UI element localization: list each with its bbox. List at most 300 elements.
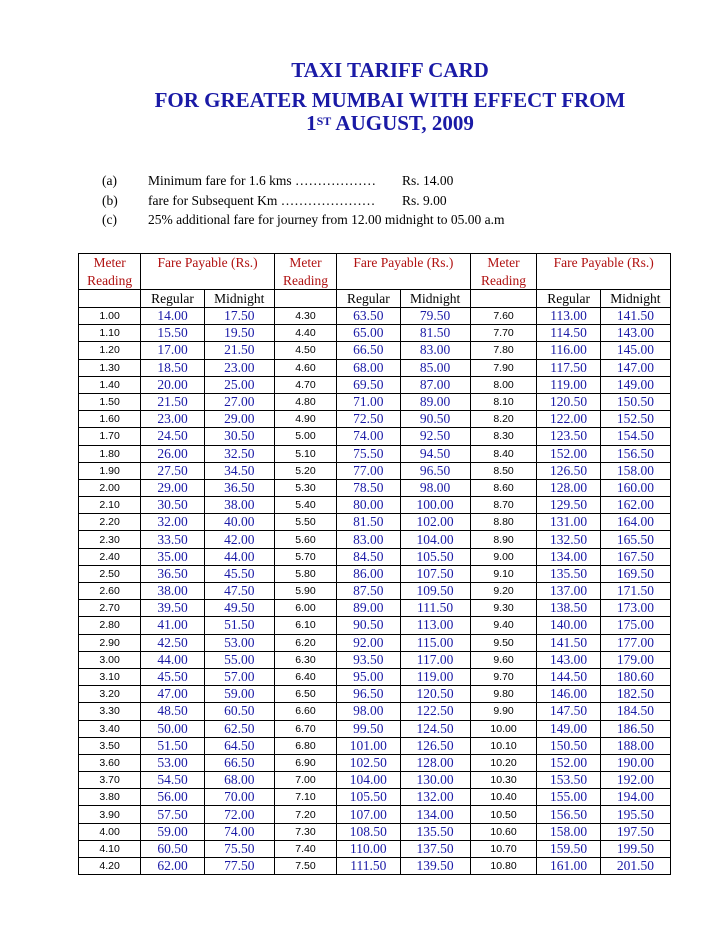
regular-fare-cell: 123.50 <box>537 428 600 445</box>
midnight-fare-cell: 59.00 <box>204 686 274 703</box>
midnight-fare-cell: 29.00 <box>204 411 274 428</box>
regular-fare-cell: 158.00 <box>537 823 600 840</box>
midnight-fare-cell: 100.00 <box>400 497 470 514</box>
midnight-fare-cell: 149.00 <box>600 376 670 393</box>
meter-reading-cell: 1.00 <box>79 308 141 325</box>
meter-reading-cell: 6.10 <box>274 617 336 634</box>
table-row <box>79 479 671 496</box>
table-row <box>79 617 671 634</box>
table-row <box>79 393 671 410</box>
midnight-fare-cell: 68.00 <box>204 772 274 789</box>
meter-reading-cell: 10.60 <box>470 823 537 840</box>
fare-header-1: Fare Payable (Rs.) <box>141 254 275 273</box>
midnight-fare-cell: 173.00 <box>600 600 670 617</box>
regular-fare-cell: 98.00 <box>337 703 400 720</box>
regular-fare-cell: 144.50 <box>537 668 600 685</box>
regular-fare-cell: 87.50 <box>337 583 400 600</box>
meter-reading-cell: 2.30 <box>79 531 141 548</box>
midnight-fare-cell: 139.50 <box>400 858 470 875</box>
meter-reading-cell: 5.30 <box>274 479 336 496</box>
meter-reading-cell: 2.80 <box>79 617 141 634</box>
meter-header-2: Meter <box>274 254 336 273</box>
midnight-fare-cell: 27.00 <box>204 393 274 410</box>
regular-fare-cell: 30.50 <box>141 497 204 514</box>
regular-fare-cell: 33.50 <box>141 531 204 548</box>
meter-reading-cell: 8.40 <box>470 445 537 462</box>
midnight-fare-cell: 197.50 <box>600 823 670 840</box>
midnight-fare-cell: 75.50 <box>204 840 274 857</box>
regular-fare-cell: 113.00 <box>537 308 600 325</box>
meter-reading-cell: 1.40 <box>79 376 141 393</box>
regular-fare-cell: 57.50 <box>141 806 204 823</box>
meter-reading-cell: 1.80 <box>79 445 141 462</box>
meter-reading-cell: 3.90 <box>79 806 141 823</box>
regular-fare-cell: 161.00 <box>537 858 600 875</box>
regular-fare-cell: 146.00 <box>537 686 600 703</box>
condition-text: fare for Subsequent Km ………………… <box>148 192 376 208</box>
midnight-header: Midnight <box>600 290 670 308</box>
meter-reading-cell: 3.00 <box>79 651 141 668</box>
meter-reading-cell: 6.30 <box>274 651 336 668</box>
midnight-fare-cell: 192.00 <box>600 772 670 789</box>
regular-fare-cell: 71.00 <box>337 393 400 410</box>
table-row <box>79 789 671 806</box>
regular-fare-cell: 104.00 <box>337 772 400 789</box>
table-row <box>79 497 671 514</box>
regular-fare-cell: 134.00 <box>537 548 600 565</box>
meter-reading-cell: 6.80 <box>274 737 336 754</box>
midnight-fare-cell: 25.00 <box>204 376 274 393</box>
meter-reading-cell: 7.50 <box>274 858 336 875</box>
meter-reading-cell: 5.40 <box>274 497 336 514</box>
midnight-fare-cell: 62.50 <box>204 720 274 737</box>
midnight-fare-cell: 154.50 <box>600 428 670 445</box>
meter-reading-cell: 5.00 <box>274 428 336 445</box>
regular-fare-cell: 78.50 <box>337 479 400 496</box>
regular-fare-cell: 90.50 <box>337 617 400 634</box>
midnight-fare-cell: 190.00 <box>600 754 670 771</box>
midnight-fare-cell: 184.50 <box>600 703 670 720</box>
midnight-fare-cell: 158.00 <box>600 462 670 479</box>
meter-reading-cell: 9.70 <box>470 668 537 685</box>
regular-fare-cell: 81.50 <box>337 514 400 531</box>
regular-fare-cell: 120.50 <box>537 393 600 410</box>
meter-reading-cell: 10.00 <box>470 720 537 737</box>
midnight-fare-cell: 55.00 <box>204 651 274 668</box>
midnight-fare-cell: 64.50 <box>204 737 274 754</box>
meter-reading-cell: 7.70 <box>470 325 537 342</box>
meter-reading-cell: 4.70 <box>274 376 336 393</box>
midnight-fare-cell: 186.50 <box>600 720 670 737</box>
condition-a <box>102 171 505 191</box>
midnight-fare-cell: 107.50 <box>400 565 470 582</box>
table-row <box>79 737 671 754</box>
regular-fare-cell: 129.50 <box>537 497 600 514</box>
meter-reading-cell: 9.00 <box>470 548 537 565</box>
regular-fare-cell: 86.00 <box>337 565 400 582</box>
regular-fare-cell: 17.00 <box>141 342 204 359</box>
regular-fare-cell: 152.00 <box>537 445 600 462</box>
meter-header-3: Meter <box>470 254 537 273</box>
midnight-fare-cell: 167.50 <box>600 548 670 565</box>
regular-fare-cell: 153.50 <box>537 772 600 789</box>
meter-reading-cell: 3.20 <box>79 686 141 703</box>
midnight-fare-cell: 30.50 <box>204 428 274 445</box>
midnight-fare-cell: 119.00 <box>400 668 470 685</box>
regular-fare-cell: 159.50 <box>537 840 600 857</box>
table-row <box>79 840 671 857</box>
title-day-suffix: ST <box>316 114 332 128</box>
midnight-fare-cell: 89.00 <box>400 393 470 410</box>
midnight-fare-cell: 160.00 <box>600 479 670 496</box>
subheader-blank-3 <box>470 290 537 308</box>
meter-reading-cell: 4.80 <box>274 393 336 410</box>
meter-reading-cell: 6.50 <box>274 686 336 703</box>
regular-fare-cell: 89.00 <box>337 600 400 617</box>
regular-fare-cell: 56.00 <box>141 789 204 806</box>
regular-fare-cell: 41.00 <box>141 617 204 634</box>
meter-reading-cell: 7.10 <box>274 789 336 806</box>
meter-reading-cell: 3.10 <box>79 668 141 685</box>
table-row <box>79 342 671 359</box>
meter-reading-cell: 3.80 <box>79 789 141 806</box>
table-row <box>79 600 671 617</box>
midnight-fare-cell: 90.50 <box>400 411 470 428</box>
meter-reading-cell: 4.90 <box>274 411 336 428</box>
midnight-fare-cell: 152.50 <box>600 411 670 428</box>
regular-fare-cell: 119.00 <box>537 376 600 393</box>
regular-fare-cell: 29.00 <box>141 479 204 496</box>
meter-header-1: Meter <box>79 254 141 273</box>
midnight-fare-cell: 134.00 <box>400 806 470 823</box>
regular-fare-cell: 96.50 <box>337 686 400 703</box>
midnight-fare-cell: 201.50 <box>600 858 670 875</box>
meter-reading-cell: 8.30 <box>470 428 537 445</box>
fare-header-spacer-2 <box>337 272 471 290</box>
table-row <box>79 462 671 479</box>
regular-fare-cell: 50.00 <box>141 720 204 737</box>
meter-reading-cell: 7.40 <box>274 840 336 857</box>
table-row <box>79 651 671 668</box>
midnight-fare-cell: 182.50 <box>600 686 670 703</box>
midnight-fare-cell: 169.50 <box>600 565 670 582</box>
regular-fare-cell: 155.00 <box>537 789 600 806</box>
midnight-fare-cell: 57.00 <box>204 668 274 685</box>
regular-fare-cell: 126.50 <box>537 462 600 479</box>
meter-reading-cell: 1.50 <box>79 393 141 410</box>
midnight-fare-cell: 38.00 <box>204 497 274 514</box>
meter-reading-cell: 5.70 <box>274 548 336 565</box>
midnight-fare-cell: 66.50 <box>204 754 274 771</box>
regular-fare-cell: 45.50 <box>141 668 204 685</box>
condition-label: (b) <box>102 192 118 208</box>
table-row <box>79 754 671 771</box>
meter-reading-cell: 8.20 <box>470 411 537 428</box>
midnight-header: Midnight <box>400 290 470 308</box>
meter-reading-cell: 7.00 <box>274 772 336 789</box>
midnight-header: Midnight <box>204 290 274 308</box>
midnight-fare-cell: 162.00 <box>600 497 670 514</box>
regular-fare-cell: 21.50 <box>141 393 204 410</box>
meter-reading-cell: 7.90 <box>470 359 537 376</box>
regular-fare-cell: 135.50 <box>537 565 600 582</box>
meter-reading-cell: 8.50 <box>470 462 537 479</box>
regular-fare-cell: 80.00 <box>337 497 400 514</box>
table-row <box>79 376 671 393</box>
meter-reading-cell: 6.00 <box>274 600 336 617</box>
regular-fare-cell: 32.00 <box>141 514 204 531</box>
regular-fare-cell: 149.00 <box>537 720 600 737</box>
meter-reading-cell: 3.40 <box>79 720 141 737</box>
regular-fare-cell: 42.50 <box>141 634 204 651</box>
table-row <box>79 445 671 462</box>
midnight-fare-cell: 21.50 <box>204 342 274 359</box>
midnight-fare-cell: 19.50 <box>204 325 274 342</box>
table-row <box>79 583 671 600</box>
meter-reading-cell: 9.20 <box>470 583 537 600</box>
table-row <box>79 823 671 840</box>
meter-reading-cell: 7.30 <box>274 823 336 840</box>
table-row <box>79 514 671 531</box>
meter-reading-cell: 4.30 <box>274 308 336 325</box>
regular-fare-cell: 75.50 <box>337 445 400 462</box>
midnight-fare-cell: 117.00 <box>400 651 470 668</box>
regular-fare-cell: 131.00 <box>537 514 600 531</box>
midnight-fare-cell: 40.00 <box>204 514 274 531</box>
regular-fare-cell: 84.50 <box>337 548 400 565</box>
midnight-fare-cell: 130.00 <box>400 772 470 789</box>
regular-fare-cell: 15.50 <box>141 325 204 342</box>
meter-reading-cell: 7.60 <box>470 308 537 325</box>
regular-fare-cell: 140.00 <box>537 617 600 634</box>
regular-fare-cell: 147.50 <box>537 703 600 720</box>
table-row <box>79 703 671 720</box>
regular-fare-cell: 23.00 <box>141 411 204 428</box>
regular-fare-cell: 132.50 <box>537 531 600 548</box>
midnight-fare-cell: 156.50 <box>600 445 670 462</box>
condition-b <box>102 191 505 211</box>
midnight-fare-cell: 92.50 <box>400 428 470 445</box>
midnight-fare-cell: 188.00 <box>600 737 670 754</box>
meter-reading-cell: 4.60 <box>274 359 336 376</box>
regular-fare-cell: 35.00 <box>141 548 204 565</box>
meter-reading-cell: 2.10 <box>79 497 141 514</box>
regular-fare-cell: 72.50 <box>337 411 400 428</box>
meter-reading-cell: 6.40 <box>274 668 336 685</box>
regular-fare-cell: 150.50 <box>537 737 600 754</box>
table-row <box>79 772 671 789</box>
condition-label: (c) <box>102 212 117 227</box>
midnight-fare-cell: 145.00 <box>600 342 670 359</box>
meter-reading-cell: 9.10 <box>470 565 537 582</box>
midnight-fare-cell: 102.00 <box>400 514 470 531</box>
regular-fare-cell: 44.00 <box>141 651 204 668</box>
table-row <box>79 686 671 703</box>
regular-fare-cell: 128.00 <box>537 479 600 496</box>
condition-label: (a) <box>102 173 117 188</box>
midnight-fare-cell: 74.00 <box>204 823 274 840</box>
table-row <box>79 325 671 342</box>
midnight-fare-cell: 77.50 <box>204 858 274 875</box>
midnight-fare-cell: 104.00 <box>400 531 470 548</box>
table-row <box>79 806 671 823</box>
title-line-1: TAXI TARIFF CARD <box>291 58 489 82</box>
regular-fare-cell: 69.50 <box>337 376 400 393</box>
midnight-fare-cell: 53.00 <box>204 634 274 651</box>
regular-fare-cell: 62.00 <box>141 858 204 875</box>
regular-fare-cell: 122.00 <box>537 411 600 428</box>
meter-reading-cell: 3.30 <box>79 703 141 720</box>
midnight-fare-cell: 113.00 <box>400 617 470 634</box>
midnight-fare-cell: 143.00 <box>600 325 670 342</box>
midnight-fare-cell: 180.60 <box>600 668 670 685</box>
midnight-fare-cell: 179.00 <box>600 651 670 668</box>
regular-fare-cell: 93.50 <box>337 651 400 668</box>
midnight-fare-cell: 105.50 <box>400 548 470 565</box>
meter-reading-cell: 5.60 <box>274 531 336 548</box>
meter-reading-cell: 5.50 <box>274 514 336 531</box>
regular-fare-cell: 141.50 <box>537 634 600 651</box>
regular-header: Regular <box>537 290 600 308</box>
table-row <box>79 359 671 376</box>
regular-fare-cell: 24.50 <box>141 428 204 445</box>
midnight-fare-cell: 45.50 <box>204 565 274 582</box>
regular-fare-cell: 68.00 <box>337 359 400 376</box>
table-row <box>79 720 671 737</box>
midnight-fare-cell: 111.50 <box>400 600 470 617</box>
regular-fare-cell: 111.50 <box>337 858 400 875</box>
meter-reading-cell: 1.10 <box>79 325 141 342</box>
meter-reading-cell: 8.80 <box>470 514 537 531</box>
meter-reading-cell: 2.70 <box>79 600 141 617</box>
midnight-fare-cell: 79.50 <box>400 308 470 325</box>
meter-reading-cell: 1.90 <box>79 462 141 479</box>
meter-reading-cell: 10.70 <box>470 840 537 857</box>
meter-reading-cell: 7.80 <box>470 342 537 359</box>
midnight-fare-cell: 199.50 <box>600 840 670 857</box>
meter-reading-cell: 9.60 <box>470 651 537 668</box>
reading-header-2: Reading <box>274 272 336 290</box>
meter-reading-cell: 8.70 <box>470 497 537 514</box>
meter-reading-cell: 3.60 <box>79 754 141 771</box>
meter-reading-cell: 10.40 <box>470 789 537 806</box>
midnight-fare-cell: 47.50 <box>204 583 274 600</box>
midnight-fare-cell: 171.50 <box>600 583 670 600</box>
meter-reading-cell: 10.10 <box>470 737 537 754</box>
meter-reading-cell: 6.20 <box>274 634 336 651</box>
table-row <box>79 428 671 445</box>
midnight-fare-cell: 120.50 <box>400 686 470 703</box>
meter-reading-cell: 2.20 <box>79 514 141 531</box>
midnight-fare-cell: 72.00 <box>204 806 274 823</box>
midnight-fare-cell: 141.50 <box>600 308 670 325</box>
midnight-fare-cell: 147.00 <box>600 359 670 376</box>
regular-fare-cell: 63.50 <box>337 308 400 325</box>
midnight-fare-cell: 36.50 <box>204 479 274 496</box>
regular-fare-cell: 14.00 <box>141 308 204 325</box>
regular-fare-cell: 18.50 <box>141 359 204 376</box>
regular-fare-cell: 101.00 <box>337 737 400 754</box>
meter-reading-cell: 1.60 <box>79 411 141 428</box>
meter-reading-cell: 1.20 <box>79 342 141 359</box>
regular-fare-cell: 83.00 <box>337 531 400 548</box>
midnight-fare-cell: 165.50 <box>600 531 670 548</box>
meter-reading-cell: 5.10 <box>274 445 336 462</box>
midnight-fare-cell: 70.00 <box>204 789 274 806</box>
table-row <box>79 548 671 565</box>
meter-reading-cell: 9.30 <box>470 600 537 617</box>
regular-fare-cell: 47.00 <box>141 686 204 703</box>
regular-fare-cell: 102.50 <box>337 754 400 771</box>
meter-reading-cell: 10.80 <box>470 858 537 875</box>
table-row <box>79 531 671 548</box>
meter-reading-cell: 4.00 <box>79 823 141 840</box>
regular-header: Regular <box>337 290 400 308</box>
meter-reading-cell: 2.60 <box>79 583 141 600</box>
regular-fare-cell: 59.00 <box>141 823 204 840</box>
regular-fare-cell: 48.50 <box>141 703 204 720</box>
meter-reading-cell: 3.70 <box>79 772 141 789</box>
regular-fare-cell: 92.00 <box>337 634 400 651</box>
meter-reading-cell: 9.40 <box>470 617 537 634</box>
regular-fare-cell: 117.50 <box>537 359 600 376</box>
meter-reading-cell: 9.80 <box>470 686 537 703</box>
meter-reading-cell: 10.20 <box>470 754 537 771</box>
table-row <box>79 308 671 325</box>
regular-fare-cell: 114.50 <box>537 325 600 342</box>
reading-header-3: Reading <box>470 272 537 290</box>
regular-fare-cell: 65.00 <box>337 325 400 342</box>
regular-fare-cell: 66.50 <box>337 342 400 359</box>
meter-reading-cell: 6.90 <box>274 754 336 771</box>
midnight-fare-cell: 17.50 <box>204 308 274 325</box>
midnight-fare-cell: 150.50 <box>600 393 670 410</box>
midnight-fare-cell: 81.50 <box>400 325 470 342</box>
midnight-fare-cell: 126.50 <box>400 737 470 754</box>
midnight-fare-cell: 44.00 <box>204 548 274 565</box>
fare-header-spacer-3 <box>537 272 671 290</box>
meter-reading-cell: 8.90 <box>470 531 537 548</box>
meter-reading-cell: 4.20 <box>79 858 141 875</box>
meter-reading-cell: 3.50 <box>79 737 141 754</box>
midnight-fare-cell: 49.50 <box>204 600 274 617</box>
midnight-fare-cell: 135.50 <box>400 823 470 840</box>
meter-reading-cell: 1.70 <box>79 428 141 445</box>
midnight-fare-cell: 194.00 <box>600 789 670 806</box>
meter-reading-cell: 2.40 <box>79 548 141 565</box>
regular-fare-cell: 138.50 <box>537 600 600 617</box>
midnight-fare-cell: 122.50 <box>400 703 470 720</box>
table-row <box>79 668 671 685</box>
subheader-blank-1 <box>79 290 141 308</box>
midnight-fare-cell: 109.50 <box>400 583 470 600</box>
condition-value: Rs. 9.00 <box>402 192 447 208</box>
midnight-fare-cell: 51.50 <box>204 617 274 634</box>
meter-reading-cell: 10.50 <box>470 806 537 823</box>
condition-value: Rs. 14.00 <box>402 173 454 188</box>
regular-fare-cell: 107.00 <box>337 806 400 823</box>
meter-reading-cell: 10.30 <box>470 772 537 789</box>
fare-header-3: Fare Payable (Rs.) <box>537 254 671 273</box>
regular-fare-cell: 108.50 <box>337 823 400 840</box>
meter-reading-cell: 9.50 <box>470 634 537 651</box>
midnight-fare-cell: 23.00 <box>204 359 274 376</box>
midnight-fare-cell: 60.50 <box>204 703 274 720</box>
meter-reading-cell: 6.60 <box>274 703 336 720</box>
meter-reading-cell: 8.10 <box>470 393 537 410</box>
meter-reading-cell: 5.90 <box>274 583 336 600</box>
title-date-rest: AUGUST, 2009 <box>331 111 474 135</box>
